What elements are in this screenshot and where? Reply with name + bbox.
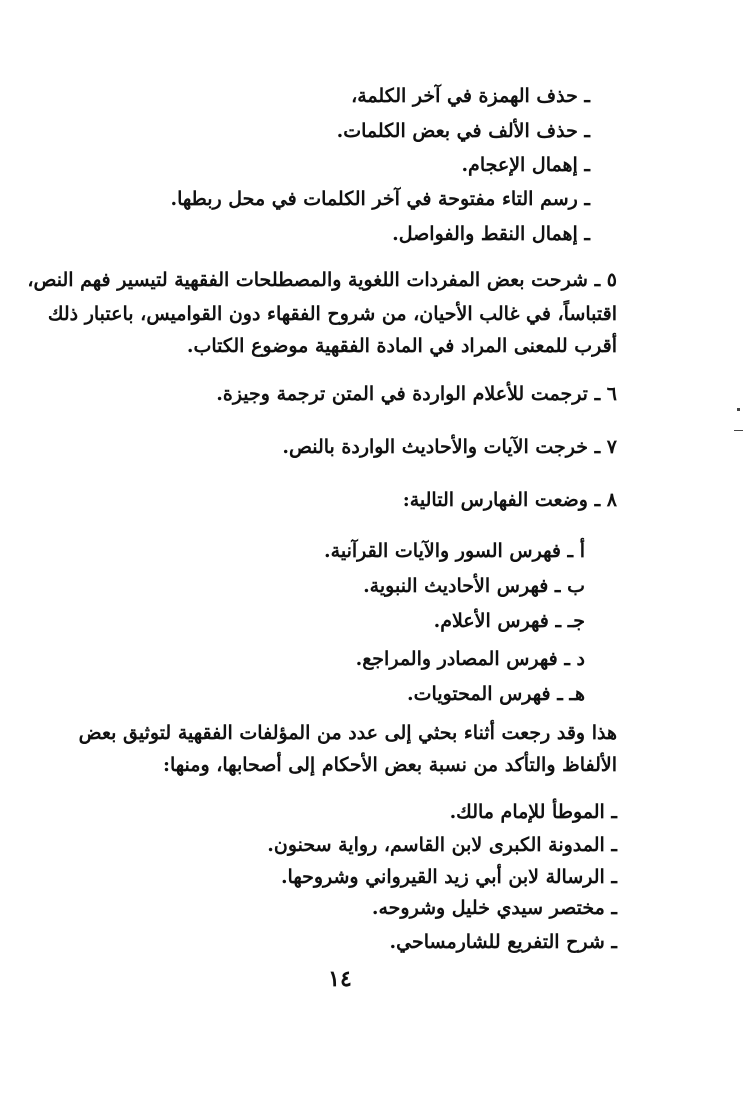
index-item-b: ب ـ فهرس الأحاديث النبوية. xyxy=(363,575,585,597)
source-item-3: ـ الرسالة لابن أبي زيد القيرواني وشروحها. xyxy=(280,866,617,888)
index-item-c: جـ ـ فهرس الأعلام. xyxy=(433,610,585,632)
source-item-2: ـ المدونة الكبرى لابن القاسم، رواية سحنون. xyxy=(267,834,617,856)
list-a-item-1: ـ حذف الهمزة في آخر الكلمة، xyxy=(351,85,590,107)
item-8: ٨ ـ وضعت الفهارس التالية: xyxy=(402,489,617,511)
scan-speck xyxy=(737,408,740,411)
item-5-line-1: ٥ ـ شرحت بعض المفردات اللغوية والمصطلحات الفقهية لتيسير فهم النص، xyxy=(27,269,617,291)
list-a-item-2: ـ حذف الألف في بعض الكلمات. xyxy=(336,120,590,142)
index-item-e: هـ ـ فهرس المحتويات. xyxy=(407,683,585,705)
item-7: ٧ ـ خرجت الآيات والأحاديث الواردة بالنص. xyxy=(282,436,617,458)
item-5-line-2: اقتباساً، في غالب الأحيان، من شروح الفقهاء دون القواميس، باعتبار ذلك xyxy=(47,303,617,325)
index-item-a: أ ـ فهرس السور والآيات القرآنية. xyxy=(324,540,585,562)
page-number: ١٤ xyxy=(328,966,352,992)
item-6: ٦ ـ ترجمت للأعلام الواردة في المتن ترجمة وجيزة. xyxy=(216,383,617,405)
source-item-5: ـ شرح التفريع للشارمساحي. xyxy=(389,931,617,953)
item-5-line-3: أقرب للمعنى المراد في المادة الفقهية موضوع الكتاب. xyxy=(186,335,617,357)
index-item-d: د ـ فهرس المصادر والمراجع. xyxy=(355,648,585,670)
source-item-1: ـ الموطأ للإمام مالك. xyxy=(449,801,617,823)
list-a-item-5: ـ إهمال النقط والفواصل. xyxy=(392,223,590,245)
paragraph-line-2: الألفاظ والتأكد من نسبة بعض الأحكام إلى أصحابها، ومنها: xyxy=(163,754,617,776)
source-item-4: ـ مختصر سيدي خليل وشروحه. xyxy=(371,897,617,919)
scan-speck xyxy=(734,430,743,431)
list-a-item-4: ـ رسم التاء مفتوحة في آخر الكلمات في محل ربطها. xyxy=(170,188,590,210)
paragraph-line-1: هذا وقد رجعت أثناء بحثي إلى عدد من المؤلفات الفقهية لتوثيق بعض xyxy=(78,722,617,744)
list-a-item-3: ـ إهمال الإعجام. xyxy=(461,154,590,176)
